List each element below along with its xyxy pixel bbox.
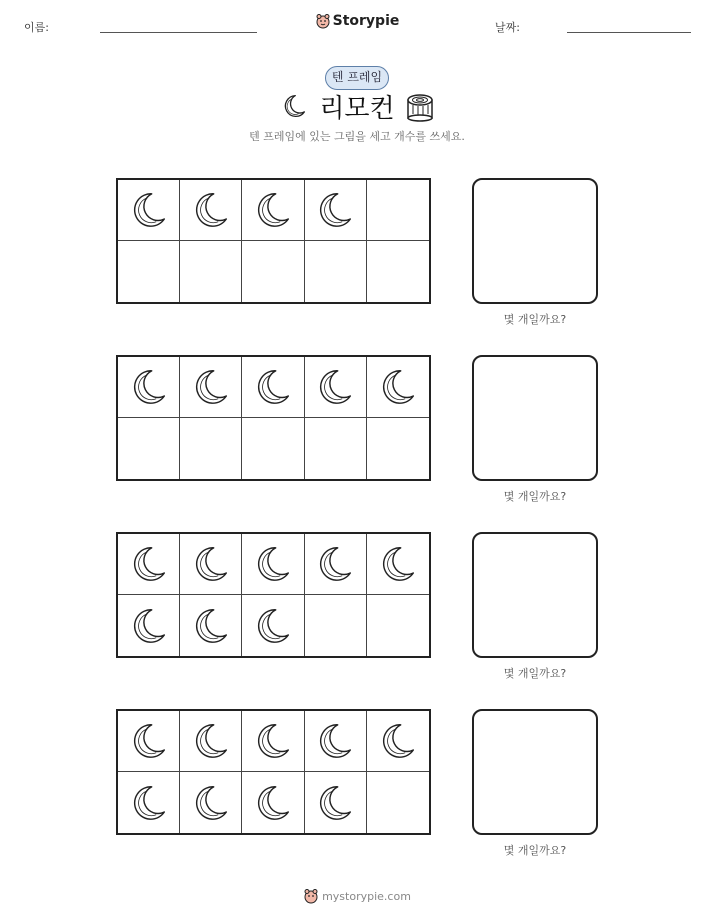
instructions: 텐 프레임에 있는 그림을 세고 개수를 쓰세요. (249, 130, 465, 143)
answer-box[interactable] (472, 532, 598, 658)
ten-frame-cell (242, 180, 304, 241)
ten-frame-cell (242, 357, 304, 418)
moon-icon (193, 190, 229, 230)
moon-icon (131, 606, 167, 646)
ten-frame-cell (180, 180, 242, 241)
brand-name: Storypie (332, 13, 400, 29)
moon-icon (317, 544, 353, 584)
ten-frame-cell (305, 711, 367, 772)
moon-icon (131, 783, 167, 823)
ten-frame-cell (242, 418, 304, 479)
ten-frame (116, 178, 431, 304)
moon-icon (380, 367, 416, 407)
ten-frame-cell (242, 772, 304, 833)
moon-icon (193, 606, 229, 646)
ten-frame-cell (180, 357, 242, 418)
ten-frame-cell (180, 534, 242, 595)
moon-icon (317, 783, 353, 823)
answer-box[interactable] (472, 709, 598, 835)
ten-frame-cell (305, 180, 367, 241)
ten-frame-cell (305, 241, 367, 302)
moon-icon (255, 721, 291, 761)
ten-frame-cell (367, 711, 429, 772)
log-icon (404, 91, 436, 123)
moon-icon (255, 606, 291, 646)
answer-box[interactable] (472, 178, 598, 304)
ten-frame-cell (367, 357, 429, 418)
storypie-mascot-icon (303, 888, 319, 904)
ten-frame-cell (180, 595, 242, 656)
ten-frame-cell (242, 711, 304, 772)
ten-frame-cell (305, 772, 367, 833)
answer-box[interactable] (472, 355, 598, 481)
count-question: 몇 개일까요? (503, 313, 567, 326)
ten-frame-cell (242, 595, 304, 656)
ten-frame-cell (367, 180, 429, 241)
moon-icon (131, 544, 167, 584)
moon-icon (317, 190, 353, 230)
ten-frame-cell (118, 241, 180, 302)
date-field[interactable] (567, 32, 691, 33)
name-field[interactable] (100, 32, 257, 33)
ten-frame-cell (367, 418, 429, 479)
ten-frame-cell (305, 418, 367, 479)
moon-icon (380, 544, 416, 584)
moon-icon (131, 367, 167, 407)
ten-frame-cell (180, 772, 242, 833)
ten-frame-cell (118, 357, 180, 418)
moon-icon (131, 190, 167, 230)
ten-frame-cell (118, 595, 180, 656)
ten-frame (116, 532, 431, 658)
moon-icon (131, 721, 167, 761)
brand-logo (0, 13, 714, 29)
footer (0, 888, 714, 904)
moon-icon (255, 367, 291, 407)
moon-icon (193, 721, 229, 761)
topic-badge: 텐 프레임 (325, 66, 389, 90)
moon-icon (255, 544, 291, 584)
ten-frame (116, 355, 431, 481)
ten-frame-cell (242, 534, 304, 595)
ten-frame-cell (305, 595, 367, 656)
count-question: 몇 개일까요? (503, 844, 567, 857)
moon-icon (193, 367, 229, 407)
storypie-mascot-icon (315, 13, 331, 29)
ten-frame-cell (180, 418, 242, 479)
ten-frame-cell (367, 534, 429, 595)
footer-url: mystorypie.com (322, 890, 411, 903)
moon-icon (255, 190, 291, 230)
count-question: 몇 개일까요? (503, 490, 567, 503)
ten-frame-cell (180, 711, 242, 772)
date-label: 날짜: (495, 21, 520, 34)
moon-icon (193, 544, 229, 584)
moon-icon (380, 721, 416, 761)
ten-frame-cell (118, 772, 180, 833)
ten-frame-cell (305, 534, 367, 595)
ten-frame-cell (118, 534, 180, 595)
ten-frame-cell (242, 241, 304, 302)
page-title: 리모컨 (319, 94, 395, 124)
moon-icon (317, 367, 353, 407)
ten-frame-cell (118, 418, 180, 479)
name-label: 이름: (24, 21, 49, 34)
moon-icon (255, 783, 291, 823)
ten-frame (116, 709, 431, 835)
ten-frame-cell (118, 180, 180, 241)
count-question: 몇 개일까요? (503, 667, 567, 680)
ten-frame-cell (367, 595, 429, 656)
ten-frame-cell (118, 711, 180, 772)
moon-icon (193, 783, 229, 823)
ten-frame-cell (180, 241, 242, 302)
ten-frame-cell (367, 241, 429, 302)
ten-frame-cell (305, 357, 367, 418)
moon-icon (317, 721, 353, 761)
ten-frame-cell (367, 772, 429, 833)
